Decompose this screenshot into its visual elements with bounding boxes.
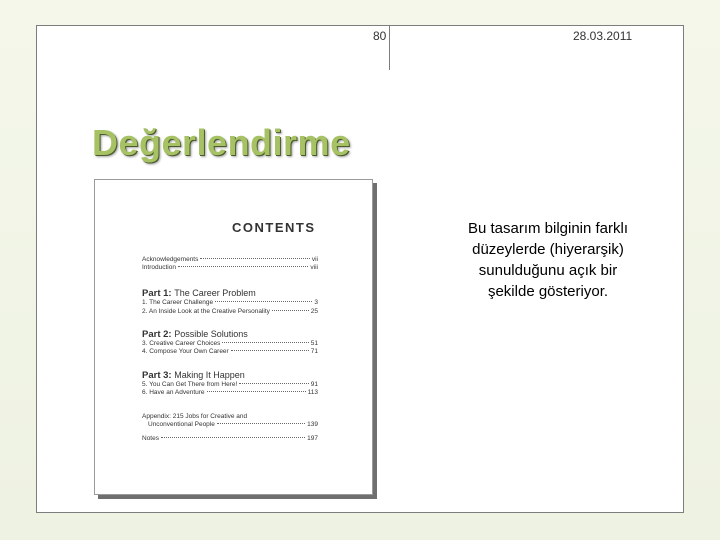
slide-title: Değerlendirme bbox=[92, 122, 351, 163]
header-divider bbox=[389, 26, 390, 70]
page-number: 80 bbox=[373, 29, 387, 43]
toc-appendix: Appendix: 215 Jobs for Creative and bbox=[142, 413, 248, 420]
toc-part-heading: Part 1: The Career Problem bbox=[142, 288, 256, 299]
toc-title: CONTENTS bbox=[232, 220, 316, 235]
toc-entry: Notes 197 bbox=[142, 435, 318, 442]
slide-date: 28.03.2011 bbox=[573, 29, 633, 43]
toc-entry: Acknowledgements vii bbox=[142, 256, 318, 263]
toc-entry: 3. Creative Career Choices 51 bbox=[142, 340, 318, 347]
toc-entry: 6. Have an Adventure 113 bbox=[142, 389, 318, 396]
toc-entry: Introduction viii bbox=[142, 264, 318, 271]
toc-entry: 4. Compose Your Own Career 71 bbox=[142, 348, 318, 355]
toc-part-heading: Part 2: Possible Solutions bbox=[142, 329, 248, 340]
toc-entry: 1. The Career Challenge 3 bbox=[142, 299, 318, 306]
slide-description: Bu tasarım bilginin farklı düzeylerde (hiyerarşik) sunulduğunu açık bir şekilde gösteriyor. bbox=[467, 220, 629, 300]
slide-header bbox=[37, 26, 683, 70]
toc-entry: 2. An Inside Look at the Creative Personality 25 bbox=[142, 308, 318, 315]
toc-part-heading: Part 3: Making It Happen bbox=[142, 370, 245, 381]
toc-entry: 5. You Can Get There from Here! 91 bbox=[142, 381, 318, 388]
toc-entry: Unconventional People 139 bbox=[148, 421, 318, 428]
